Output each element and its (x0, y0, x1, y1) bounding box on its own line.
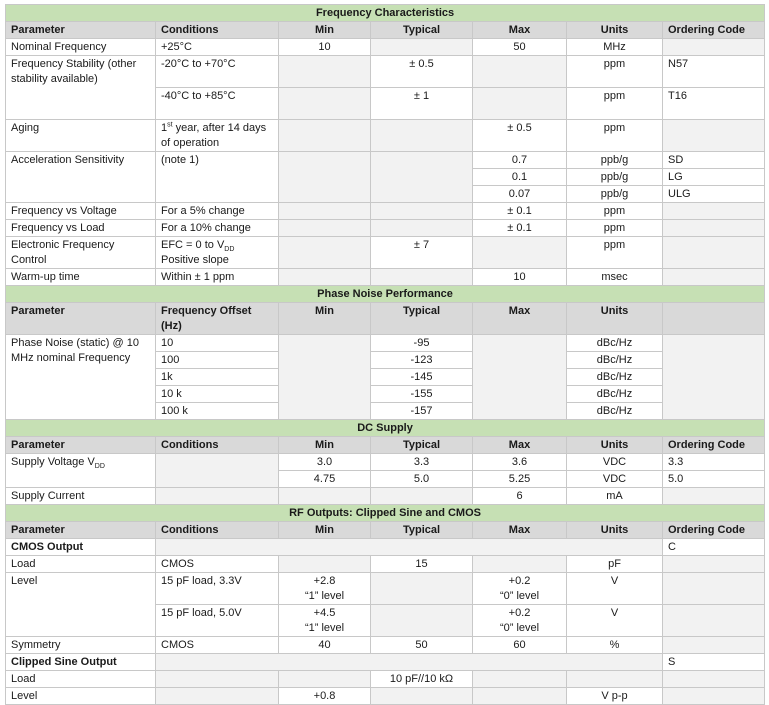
parameter-cell: Warm-up time (6, 269, 156, 286)
typical-cell (371, 220, 473, 237)
parameter-cell: Frequency vs Load (6, 220, 156, 237)
min-level-note: “1” level (304, 622, 345, 634)
aging-condition-number: 1 (161, 122, 168, 134)
ordering-code-cell: 5.0 (663, 471, 765, 488)
min-cell (279, 88, 371, 120)
typical-cell: ± 0.5 (371, 56, 473, 88)
conditions-cell (156, 454, 279, 488)
aging-condition-text: year, after 14 days of operation (161, 122, 267, 149)
max-cell: 5.25 (473, 471, 567, 488)
ordering-code-cell (663, 556, 765, 573)
aging-condition-suffix: st (167, 121, 173, 129)
min-cell (279, 203, 371, 220)
table-row (6, 39, 765, 56)
ordering-code-cell: S (663, 654, 765, 671)
max-cell: 60 (473, 637, 567, 654)
max-cell (473, 88, 567, 120)
units-cell: V (567, 605, 663, 637)
table-row (6, 688, 765, 705)
ordering-code-cell (663, 237, 765, 269)
header-row (6, 303, 765, 335)
offset-cell: 10 k (156, 386, 279, 403)
units-cell: ppb/g (567, 152, 663, 169)
max-cell: 0.7 (473, 152, 567, 169)
typical-cell (371, 573, 473, 605)
typical-cell: -155 (371, 386, 473, 403)
min-cell (279, 237, 371, 269)
min-cell: 10 (279, 39, 371, 56)
conditions-cell: CMOS (156, 556, 279, 573)
table-row (6, 269, 765, 286)
typical-cell: ± 7 (371, 237, 473, 269)
header-typical: Typical (371, 22, 473, 39)
units-cell: msec (567, 269, 663, 286)
units-cell (567, 671, 663, 688)
units-cell: ppm (567, 220, 663, 237)
header-units: Units (567, 303, 663, 335)
units-cell: ppm (567, 237, 663, 269)
header-row (6, 437, 765, 454)
table-row (6, 120, 765, 152)
conditions-cell: (note 1) (156, 152, 279, 203)
section-frequency-characteristics (6, 5, 765, 22)
typical-cell (371, 39, 473, 56)
ordering-code-cell: LG (663, 169, 765, 186)
conditions-cell: -20°C to +70°C (156, 56, 279, 88)
section-dc-supply (6, 420, 765, 437)
header-conditions: Conditions (156, 437, 279, 454)
units-cell: mA (567, 488, 663, 505)
max-value: +0.2 (508, 575, 531, 587)
conditions-cell (156, 688, 279, 705)
header-ordering-code: Ordering Code (663, 437, 765, 454)
header-max: Max (473, 522, 567, 539)
efc-condition-text: EFC = 0 to V (161, 239, 225, 251)
units-cell: VDC (567, 454, 663, 471)
supply-voltage-subscript: DD (94, 463, 105, 471)
max-cell (473, 688, 567, 705)
header-units: Units (567, 522, 663, 539)
blank-span-cell (156, 539, 663, 556)
min-cell (279, 573, 371, 605)
max-level-note: “0” level (499, 590, 540, 602)
parameter-cell: Clipped Sine Output (6, 654, 156, 671)
units-cell: % (567, 637, 663, 654)
offset-cell: 100 k (156, 403, 279, 420)
units-cell: VDC (567, 471, 663, 488)
min-level-note: “1” level (304, 590, 345, 602)
typical-cell: 10 pF//10 kΩ (371, 671, 473, 688)
typical-cell (371, 488, 473, 505)
header-conditions: Conditions (156, 22, 279, 39)
units-cell: V (567, 573, 663, 605)
parameter-cell (6, 454, 156, 488)
max-cell: ± 0.5 (473, 120, 567, 152)
min-cell: 40 (279, 637, 371, 654)
header-parameter: Parameter (6, 437, 156, 454)
max-cell (473, 56, 567, 88)
header-max: Max (473, 22, 567, 39)
ordering-code-cell (663, 488, 765, 505)
supply-voltage-label: Supply Voltage V (11, 456, 95, 468)
typical-cell: -95 (371, 335, 473, 352)
conditions-cell: +25°C (156, 39, 279, 56)
parameter-cell: Level (6, 688, 156, 705)
parameter-cell: Nominal Frequency (6, 39, 156, 56)
typical-cell: 3.3 (371, 454, 473, 471)
ordering-code-cell: T16 (663, 88, 765, 120)
parameter-cell: Frequency vs Voltage (6, 203, 156, 220)
table-row (6, 488, 765, 505)
max-cell: ± 0.1 (473, 203, 567, 220)
parameter-cell: Load (6, 671, 156, 688)
units-cell: dBc/Hz (567, 369, 663, 386)
typical-cell: ± 1 (371, 88, 473, 120)
units-cell: dBc/Hz (567, 352, 663, 369)
offset-cell: 100 (156, 352, 279, 369)
efc-condition-subscript: DD (224, 246, 235, 254)
typical-cell (371, 120, 473, 152)
min-cell (279, 605, 371, 637)
min-cell (279, 335, 371, 420)
ordering-code-cell (663, 637, 765, 654)
header-conditions: Conditions (156, 522, 279, 539)
conditions-cell: -40°C to +85°C (156, 88, 279, 120)
typical-cell: 50 (371, 637, 473, 654)
min-cell (279, 120, 371, 152)
header-parameter: Parameter (6, 22, 156, 39)
units-cell: ppm (567, 56, 663, 88)
max-cell: 10 (473, 269, 567, 286)
min-cell (279, 269, 371, 286)
section-title: RF Outputs: Clipped Sine and CMOS (6, 505, 765, 522)
table-row (6, 237, 765, 269)
table-row (6, 671, 765, 688)
table-row (6, 220, 765, 237)
typical-cell (371, 152, 473, 203)
ordering-code-cell: N57 (663, 56, 765, 88)
table-row (6, 573, 765, 605)
ordering-code-cell (663, 220, 765, 237)
header-blank (663, 303, 765, 335)
typical-cell: -145 (371, 369, 473, 386)
efc-condition-slope: Positive slope (161, 254, 229, 266)
units-cell: ppb/g (567, 186, 663, 203)
typical-cell: -157 (371, 403, 473, 420)
ordering-code-cell (663, 573, 765, 605)
max-cell (473, 671, 567, 688)
ordering-code-cell (663, 671, 765, 688)
parameter-cell: Phase Noise (static) @ 10 MHz nominal Frequency (6, 335, 156, 420)
parameter-cell: Acceleration Sensitivity (6, 152, 156, 203)
min-cell (279, 671, 371, 688)
typical-cell (371, 688, 473, 705)
typical-cell (371, 203, 473, 220)
min-cell: +0.8 (279, 688, 371, 705)
header-row (6, 522, 765, 539)
offset-cell: 10 (156, 335, 279, 352)
offset-cell: 1k (156, 369, 279, 386)
ordering-code-cell (663, 203, 765, 220)
parameter-cell: Aging (6, 120, 156, 152)
blank-span-cell (156, 654, 663, 671)
header-ordering-code: Ordering Code (663, 22, 765, 39)
table-row (6, 637, 765, 654)
ordering-code-cell (663, 335, 765, 420)
conditions-cell: For a 10% change (156, 220, 279, 237)
parameter-cell: Electronic Frequency Control (6, 237, 156, 269)
table-row (6, 539, 765, 556)
min-value: +4.5 (313, 607, 336, 619)
ordering-code-cell (663, 269, 765, 286)
header-max: Max (473, 437, 567, 454)
min-cell (279, 488, 371, 505)
max-cell: 0.1 (473, 169, 567, 186)
section-title: DC Supply (6, 420, 765, 437)
table-row (6, 203, 765, 220)
header-min: Min (279, 22, 371, 39)
max-cell (473, 573, 567, 605)
min-cell (279, 152, 371, 203)
header-typical: Typical (371, 303, 473, 335)
ordering-code-cell: ULG (663, 186, 765, 203)
table-row (6, 654, 765, 671)
min-cell (279, 220, 371, 237)
min-cell: 3.0 (279, 454, 371, 471)
max-cell (473, 605, 567, 637)
max-cell (473, 556, 567, 573)
max-level-note: “0” level (499, 622, 540, 634)
units-cell: pF (567, 556, 663, 573)
header-min: Min (279, 522, 371, 539)
parameter-cell: Symmetry (6, 637, 156, 654)
table-row (6, 335, 765, 352)
ordering-code-cell: SD (663, 152, 765, 169)
parameter-cell: Supply Current (6, 488, 156, 505)
header-row (6, 22, 765, 39)
parameter-cell: Frequency Stability (other stability available) (6, 56, 156, 120)
header-parameter: Parameter (6, 303, 156, 335)
header-parameter: Parameter (6, 522, 156, 539)
max-cell: 50 (473, 39, 567, 56)
header-min: Min (279, 303, 371, 335)
conditions-cell (156, 671, 279, 688)
units-cell: V p-p (567, 688, 663, 705)
units-cell: ppm (567, 203, 663, 220)
conditions-cell: 15 pF load, 3.3V (156, 573, 279, 605)
section-title: Frequency Characteristics (6, 5, 765, 22)
header-frequency-offset: Frequency Offset (Hz) (156, 303, 279, 335)
typical-cell: -123 (371, 352, 473, 369)
min-value: +2.8 (313, 575, 336, 587)
section-phase-noise (6, 286, 765, 303)
typical-cell: 5.0 (371, 471, 473, 488)
header-min: Min (279, 437, 371, 454)
units-cell: ppm (567, 120, 663, 152)
table-row (6, 454, 765, 471)
parameter-cell: Level (6, 573, 156, 637)
max-cell (473, 237, 567, 269)
max-cell: 6 (473, 488, 567, 505)
conditions-cell: CMOS (156, 637, 279, 654)
table-row (6, 56, 765, 88)
typical-cell (371, 605, 473, 637)
header-max: Max (473, 303, 567, 335)
ordering-code-cell: 3.3 (663, 454, 765, 471)
typical-cell: 15 (371, 556, 473, 573)
conditions-cell (156, 237, 279, 269)
header-units: Units (567, 22, 663, 39)
typical-cell (371, 269, 473, 286)
conditions-cell (156, 488, 279, 505)
min-cell (279, 56, 371, 88)
header-units: Units (567, 437, 663, 454)
ordering-code-cell (663, 688, 765, 705)
ordering-code-cell (663, 120, 765, 152)
units-cell: dBc/Hz (567, 403, 663, 420)
parameter-cell: Load (6, 556, 156, 573)
max-cell: 0.07 (473, 186, 567, 203)
max-cell (473, 335, 567, 420)
units-cell: MHz (567, 39, 663, 56)
ordering-code-cell (663, 605, 765, 637)
header-typical: Typical (371, 437, 473, 454)
conditions-cell: For a 5% change (156, 203, 279, 220)
table-row (6, 556, 765, 573)
parameter-cell: CMOS Output (6, 539, 156, 556)
header-typical: Typical (371, 522, 473, 539)
units-cell: ppm (567, 88, 663, 120)
specification-table (5, 4, 765, 705)
units-cell: ppb/g (567, 169, 663, 186)
section-rf-outputs (6, 505, 765, 522)
header-ordering-code: Ordering Code (663, 522, 765, 539)
ordering-code-cell: C (663, 539, 765, 556)
conditions-cell: 15 pF load, 5.0V (156, 605, 279, 637)
max-value: +0.2 (508, 607, 531, 619)
max-cell: ± 0.1 (473, 220, 567, 237)
units-cell: dBc/Hz (567, 386, 663, 403)
units-cell: dBc/Hz (567, 335, 663, 352)
section-title: Phase Noise Performance (6, 286, 765, 303)
min-cell (279, 556, 371, 573)
ordering-code-cell (663, 39, 765, 56)
max-cell: 3.6 (473, 454, 567, 471)
conditions-cell (156, 120, 279, 152)
conditions-cell: Within ± 1 ppm (156, 269, 279, 286)
table-row (6, 152, 765, 169)
min-cell: 4.75 (279, 471, 371, 488)
